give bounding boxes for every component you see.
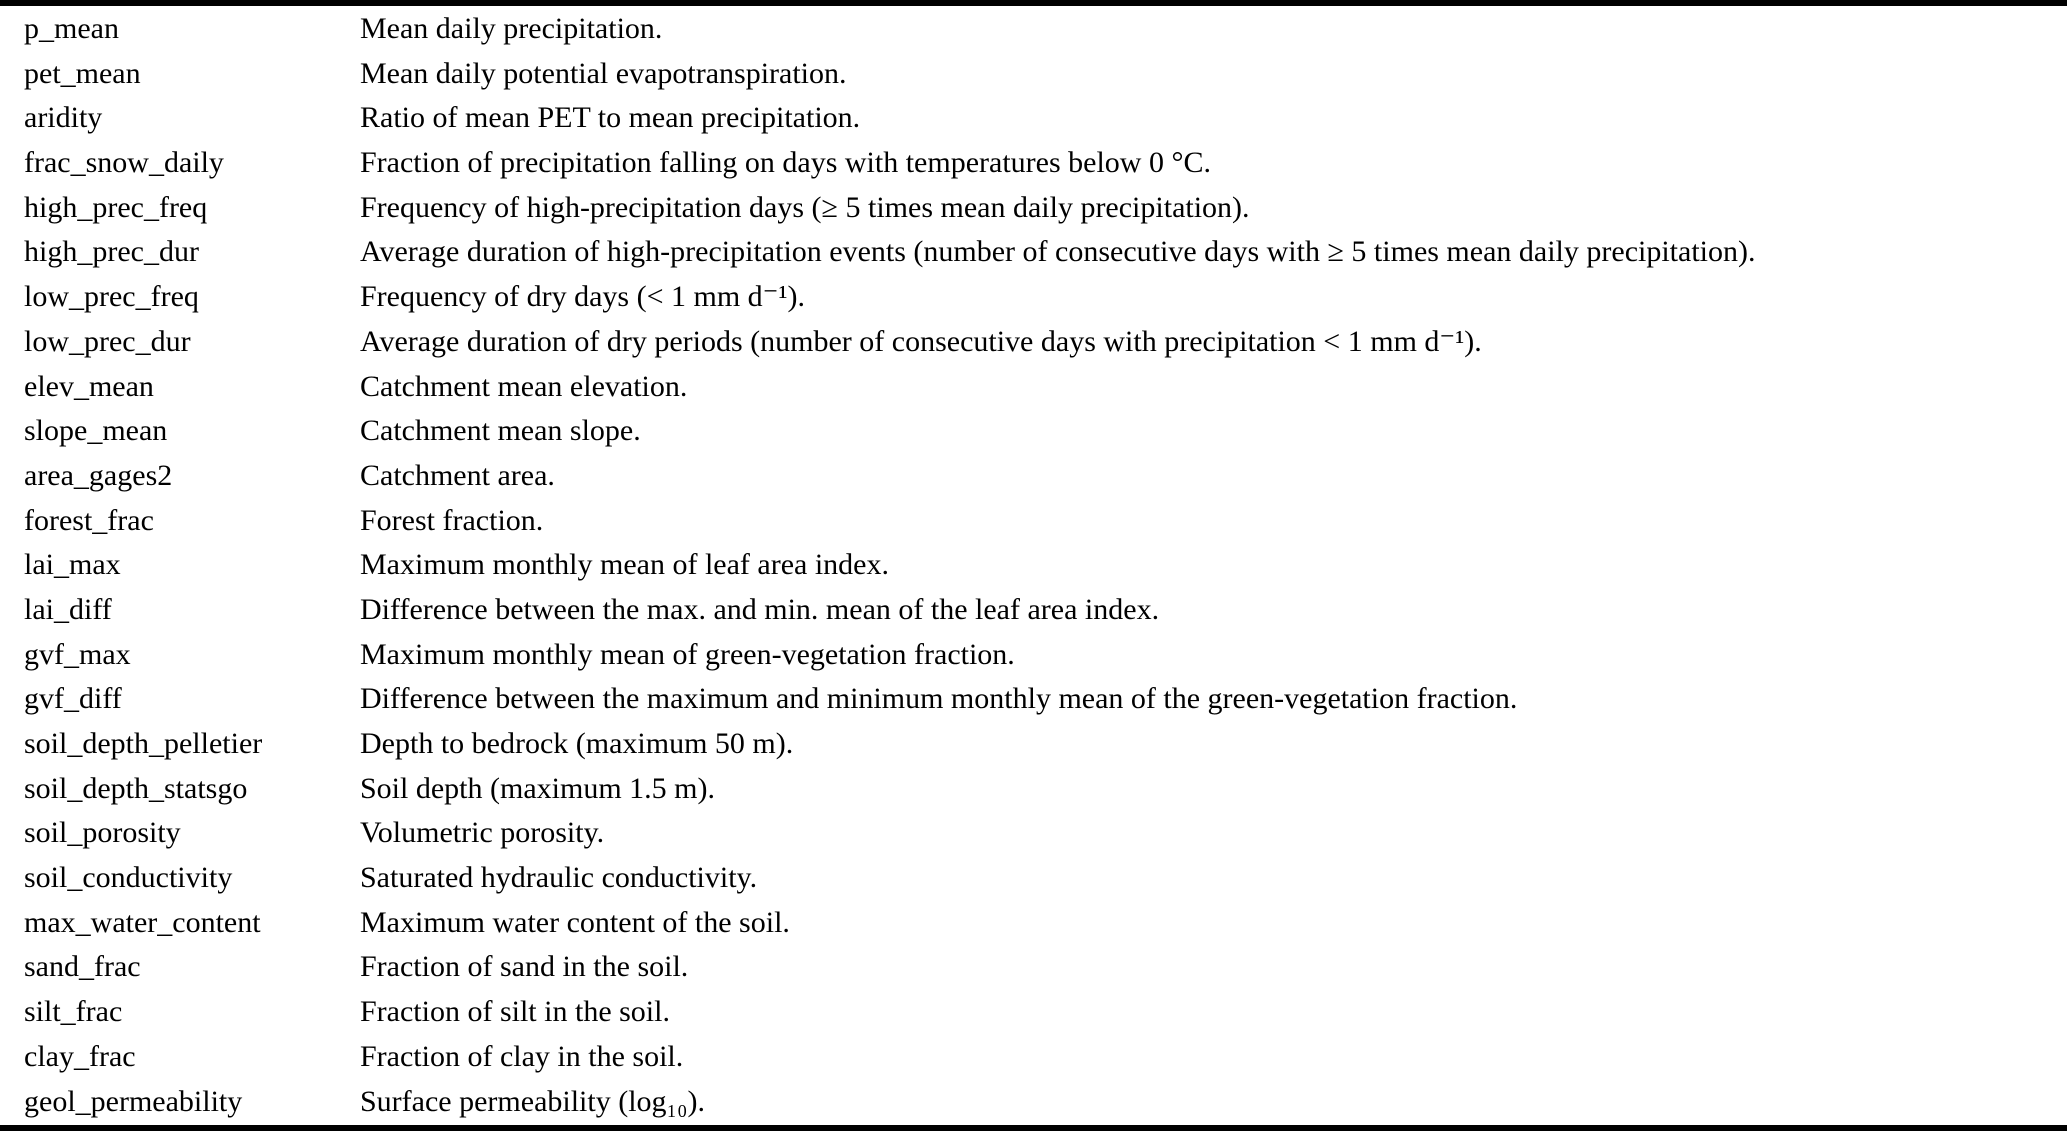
table-row — [0, 588, 2067, 633]
attribute-name: low_prec_dur — [24, 324, 191, 358]
table-bottom-rule — [0, 1125, 2067, 1131]
table-row — [0, 945, 2067, 990]
attribute-name: soil_porosity — [24, 816, 181, 850]
attribute-name: soil_depth_statsgo — [24, 771, 248, 805]
attribute-name: sand_frac — [24, 950, 141, 984]
attribute-description: Forest fraction. — [360, 503, 544, 537]
attribute-name: soil_conductivity — [24, 861, 233, 895]
attribute-description: Mean daily potential evapotranspiration. — [360, 56, 847, 90]
attribute-description: Catchment mean slope. — [360, 414, 641, 448]
table-row — [0, 811, 2067, 856]
table-row — [0, 856, 2067, 901]
attribute-description: Average duration of high-precipitation events (number of consecutive days with ≥ 5 times mean daily precipitation). — [360, 235, 1756, 269]
attribute-description: Catchment mean elevation. — [360, 369, 688, 403]
table-row — [0, 722, 2067, 767]
attribute-description: Fraction of precipitation falling on days with temperatures below 0 °C. — [360, 146, 1211, 180]
table-row — [0, 365, 2067, 410]
attribute-description: Maximum monthly mean of green-vegetation fraction. — [360, 637, 1015, 671]
table-row — [0, 320, 2067, 365]
attribute-name: p_mean — [24, 12, 119, 45]
attribute-name: high_prec_dur — [24, 235, 199, 269]
attribute-description: Fraction of clay in the soil. — [360, 1039, 684, 1073]
table-row — [0, 96, 2067, 141]
table-row — [0, 767, 2067, 812]
attribute-name: elev_mean — [24, 369, 154, 403]
attribute-name: lai_diff — [24, 592, 112, 626]
table-row — [0, 543, 2067, 588]
attribute-name: clay_frac — [24, 1039, 136, 1073]
attribute-description: Difference between the max. and min. mean of the leaf area index. — [360, 592, 1160, 626]
attribute-name: low_prec_freq — [24, 280, 199, 314]
attribute-description: Surface permeability (log₁₀). — [360, 1084, 705, 1118]
attribute-description: Catchment area. — [360, 458, 555, 492]
table-row — [0, 141, 2067, 186]
attribute-table — [0, 7, 2067, 1124]
table-row — [0, 1035, 2067, 1080]
table-row — [0, 499, 2067, 544]
attribute-name: forest_frac — [24, 503, 154, 537]
table-top-rule — [0, 0, 2067, 6]
attribute-name: soil_depth_pelletier — [24, 727, 263, 760]
attribute-description: Difference between the maximum and minimum monthly mean of the green-vegetation fraction. — [360, 682, 1518, 716]
attribute-description: Average duration of dry periods (number of consecutive days with precipitation < 1 mm d⁻¹). — [360, 324, 1482, 358]
table-row — [0, 7, 2067, 52]
table-row — [0, 633, 2067, 678]
table-row — [0, 1080, 2067, 1125]
table-row — [0, 901, 2067, 946]
attribute-description: Volumetric porosity. — [360, 816, 605, 850]
attribute-description: Frequency of high-precipitation days (≥ 5 times mean daily precipitation). — [360, 190, 1250, 224]
attribute-name: slope_mean — [24, 414, 168, 448]
attribute-description: Mean daily precipitation. — [360, 12, 663, 45]
attribute-description: Frequency of dry days (< 1 mm d⁻¹). — [360, 280, 805, 314]
table-row — [0, 677, 2067, 722]
attribute-name: pet_mean — [24, 56, 141, 90]
attribute-description: Fraction of silt in the soil. — [360, 995, 670, 1029]
table-row — [0, 409, 2067, 454]
table-row — [0, 990, 2067, 1035]
attribute-name: aridity — [24, 101, 103, 135]
attribute-description: Maximum monthly mean of leaf area index. — [360, 548, 889, 582]
attribute-name: gvf_diff — [24, 682, 122, 716]
attribute-name: frac_snow_daily — [24, 146, 224, 180]
attribute-description: Saturated hydraulic conductivity. — [360, 861, 758, 895]
attribute-description: Fraction of sand in the soil. — [360, 950, 689, 984]
table-row — [0, 52, 2067, 97]
attribute-name: max_water_content — [24, 905, 261, 939]
attribute-name: silt_frac — [24, 995, 123, 1029]
table-row — [0, 230, 2067, 275]
attribute-description: Depth to bedrock (maximum 50 m). — [360, 727, 794, 760]
attribute-name: high_prec_freq — [24, 190, 208, 224]
attribute-name: geol_permeability — [24, 1084, 243, 1118]
table-row — [0, 275, 2067, 320]
attribute-name: gvf_max — [24, 637, 131, 671]
attribute-name: area_gages2 — [24, 458, 173, 492]
attribute-description: Maximum water content of the soil. — [360, 905, 790, 939]
attribute-description: Ratio of mean PET to mean precipitation. — [360, 101, 861, 135]
attribute-description: Soil depth (maximum 1.5 m). — [360, 771, 715, 805]
attribute-name: lai_max — [24, 548, 121, 582]
table-row — [0, 454, 2067, 499]
table-row — [0, 186, 2067, 231]
